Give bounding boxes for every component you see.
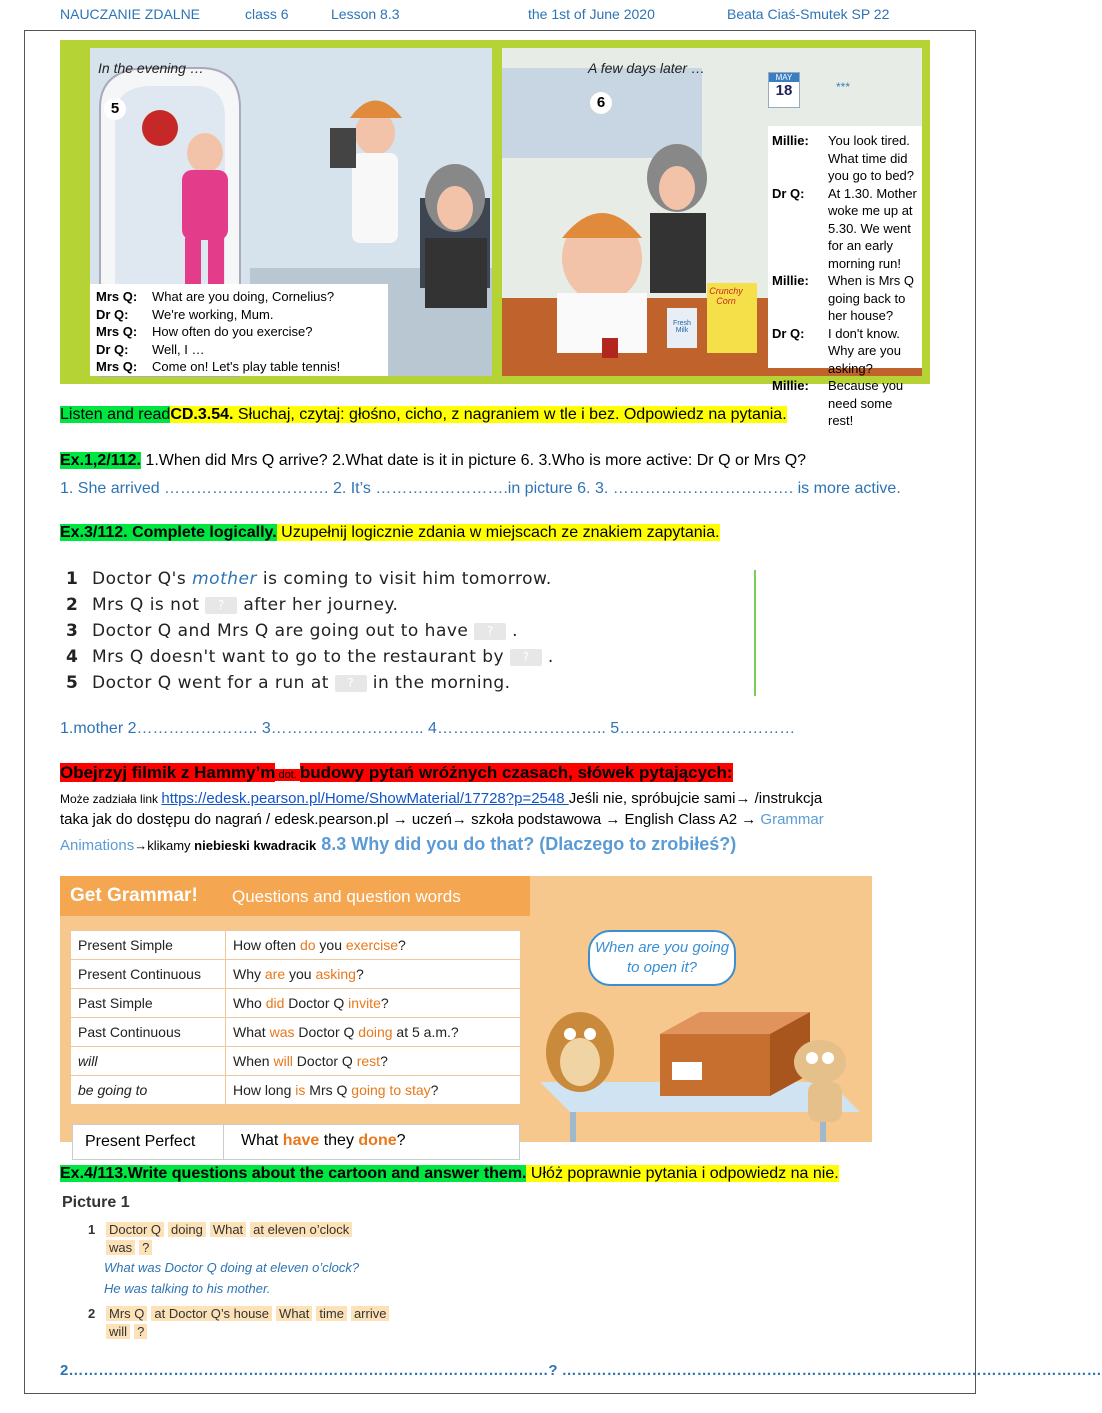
pp-divider bbox=[223, 1125, 224, 1159]
ex12-questions bbox=[60, 452, 806, 470]
grammar-row: will When will Doctor Q rest? bbox=[71, 1047, 521, 1076]
panel-6-number: 6 bbox=[590, 92, 612, 114]
video-title bbox=[60, 763, 733, 783]
speech-bubble: When are you going to open it? bbox=[588, 930, 736, 986]
ex3-label: Ex.3/112. Complete logically. bbox=[60, 524, 277, 541]
header-course: NAUCZANIE ZDALNE bbox=[60, 6, 201, 22]
video-path: taka jak do dostępu do nagrań / edesk.pearson.pl → uczeń→ szkoła podstawowa → English Class A2 → bbox=[60, 811, 761, 828]
video-blue-square: niebieski kwadracik bbox=[194, 838, 317, 853]
ex3-gap[interactable]: ? bbox=[205, 597, 237, 614]
pearson-link[interactable]: https://edesk.pearson.pl/Home/ShowMaterial/17728?p=2548 bbox=[161, 790, 569, 807]
ex4-item-2: 2 Mrs Q at Doctor Q’s house What time arrive will ? bbox=[88, 1306, 393, 1344]
picture-1-heading: Picture 1 bbox=[62, 1194, 130, 1211]
ex3-example-answer: mother bbox=[192, 569, 257, 589]
ex3-sentence: 5 Doctor Q went for a run at ? in the morning. bbox=[66, 673, 511, 693]
dialogue-line: Dr Q: We're working, Mum. bbox=[96, 306, 274, 322]
header-author: Beata Ciaś-Smutek SP 22 bbox=[727, 6, 890, 22]
ex3-sentences bbox=[66, 566, 766, 696]
present-perfect-row bbox=[72, 1124, 520, 1160]
dialogue-line: Dr Q: Well, I … bbox=[96, 341, 205, 357]
ex3-divider bbox=[754, 570, 756, 696]
video-title-main: Obejrzyj filmik z Hammy’m bbox=[60, 763, 276, 782]
present-perfect-tense: Present Perfect bbox=[85, 1133, 196, 1150]
panel-5-dialogue bbox=[90, 284, 388, 376]
grammar-row: Present Continuous Why are you asking? bbox=[71, 960, 521, 989]
video-title-small: dot. bbox=[275, 769, 300, 781]
grammar-subtitle: Questions and question words bbox=[232, 887, 461, 906]
cereal-box-label: Crunchy Corn bbox=[709, 286, 743, 306]
calendar bbox=[768, 72, 800, 108]
listen-cd-code: CD.3.54. bbox=[170, 406, 234, 423]
listen-instruction bbox=[60, 406, 787, 424]
header-date: the 1st of June 2020 bbox=[528, 6, 655, 22]
ex3-answer-line[interactable]: 1.mother 2………………….. 3……………………….. 4………………………….. 5…………………………… bbox=[60, 720, 796, 737]
ex3-instruction-text: Uzupełnij logicznie zdania w miejscach ze znakiem zapytania. bbox=[276, 524, 720, 541]
example-question: What was Doctor Q doing at eleven o’clock? bbox=[104, 1260, 360, 1275]
panel-6-dialogue bbox=[768, 126, 922, 428]
grammar-illustration bbox=[530, 982, 870, 1142]
panel-5-number: 5 bbox=[104, 98, 126, 120]
header-class: class 6 bbox=[245, 6, 289, 22]
dialogue-line: Millie: You look tired. What time did you go to bed? bbox=[772, 133, 915, 183]
calendar-stars: *** bbox=[836, 80, 851, 94]
panel-5-caption: In the evening … bbox=[98, 60, 204, 76]
ex3-gap[interactable]: ? bbox=[474, 623, 506, 640]
video-click-text: →klikamy bbox=[134, 838, 195, 853]
ex3-sentence: 4 Mrs Q doesn't want to go to the restaurant by ? . bbox=[66, 647, 554, 667]
video-line-3 bbox=[60, 834, 736, 855]
header-lesson: Lesson 8.3 bbox=[331, 6, 400, 22]
dialogue-line: Mrs Q: How often do you exercise? bbox=[96, 324, 313, 339]
listen-text: Słuchaj, czytaj: głośno, cicho, z nagraniem w tle i bez. Odpowiedz na pytania. bbox=[233, 406, 787, 423]
ex12-question-text: 1.When did Mrs Q arrive? 2.What date is it in picture 6. 3.Who is more active: Dr Q or Mrs Q? bbox=[140, 452, 807, 469]
video-line-2 bbox=[60, 811, 824, 828]
video-lesson-title: 8.3 Why did you do that? (Dlaczego to zrobiłeś?) bbox=[316, 834, 737, 854]
grammar-row: Past Simple Who did Doctor Q invite? bbox=[71, 989, 521, 1018]
ex4-answer-line[interactable]: 2……………………………………………………………………………………? ……………………………………………………………………………………………… bbox=[60, 1362, 1102, 1379]
comic-panel-5 bbox=[90, 48, 492, 376]
dialogue-line: Millie: Because you need some rest! bbox=[772, 378, 904, 428]
panel-6-caption: A few days later … bbox=[588, 60, 705, 76]
video-path-animations: Animations bbox=[60, 837, 135, 854]
ex3-sentence: 1 Doctor Q's mother is coming to visit him tomorrow. bbox=[66, 569, 552, 589]
calendar-month: MAY bbox=[769, 73, 799, 82]
dialogue-line: Millie: When is Mrs Q going back to her house? bbox=[772, 273, 914, 323]
ex12-label: Ex.1,2/112. bbox=[60, 452, 141, 469]
present-perfect-question: What have they done? bbox=[241, 1132, 406, 1149]
ex3-gap[interactable]: ? bbox=[510, 649, 542, 666]
video-line-1-rest: Jeśli nie, spróbujcie sami→ /instrukcja bbox=[568, 790, 823, 807]
ex12-answer-line[interactable]: 1. She arrived …………………………. 2. It’s …………………….in picture 6. 3. ……………………………. is more active. bbox=[60, 480, 901, 497]
calendar-day: 18 bbox=[775, 82, 793, 99]
dialogue-line: Dr Q: I don't know. Why are you asking? bbox=[772, 325, 901, 376]
ex3-sentence: 3 Doctor Q and Mrs Q are going out to have ? . bbox=[66, 621, 519, 641]
video-path-grammar: Grammar bbox=[760, 811, 824, 828]
video-title-end: budowy pytań wróżnych czasach, słówek pytających: bbox=[299, 763, 733, 782]
listen-label: Listen and read bbox=[60, 406, 171, 423]
dialogue-line: Mrs Q: What are you doing, Cornelius? bbox=[96, 289, 335, 304]
link-intro: Może zadziała link bbox=[60, 792, 162, 806]
video-line-1 bbox=[60, 790, 822, 807]
ex3-gap[interactable]: ? bbox=[335, 675, 367, 692]
dialogue-line: Dr Q: At 1.30. Mother woke me up at 5.30. We went for an early morning run! bbox=[772, 185, 917, 271]
grammar-row: Present Simple How often do you exercise? bbox=[71, 931, 521, 960]
ex4-item-1: 1 Doctor Q doing What at eleven o’clock was ? What was Doctor Q doing at eleven o’clock? He was talking to his mother. bbox=[88, 1222, 359, 1301]
milk-label: Fresh Milk bbox=[673, 320, 691, 334]
grammar-table bbox=[70, 930, 521, 1105]
grammar-row: be going to How long is Mrs Q going to stay? bbox=[71, 1076, 521, 1105]
grammar-row: Past Continuous What was Doctor Q doing at 5 a.m.? bbox=[71, 1018, 521, 1047]
ex4-instruction bbox=[60, 1165, 839, 1183]
grammar-title: Get Grammar! bbox=[70, 885, 198, 906]
grammar-header bbox=[60, 876, 530, 916]
ex4-label: Ex.4/113.Write questions about the cartoon and answer them. bbox=[60, 1165, 527, 1182]
ex3-sentence: 2 Mrs Q is not ? after her journey. bbox=[66, 595, 399, 615]
grammar-box bbox=[60, 876, 872, 1142]
ex3-instruction bbox=[60, 524, 720, 542]
example-answer: He was talking to his mother. bbox=[104, 1281, 271, 1296]
ex4-instruction-text: Ułóż poprawnie pytania i odpowiedz na nie. bbox=[526, 1165, 839, 1182]
dialogue-line: Mrs Q: Come on! Let's play table tennis! bbox=[96, 359, 341, 374]
